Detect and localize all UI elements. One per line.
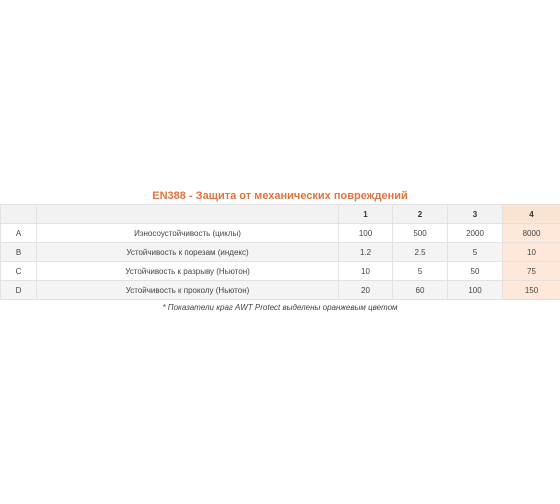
row-value: 5 xyxy=(448,243,503,262)
header-level-2: 2 xyxy=(393,205,448,224)
header-level-4: 4 xyxy=(503,205,560,224)
row-letter: B xyxy=(1,243,37,262)
row-value: 50 xyxy=(448,262,503,281)
table-row xyxy=(1,243,560,262)
row-letter: C xyxy=(1,262,37,281)
row-value-highlighted: 8000 xyxy=(503,224,560,243)
row-label: Устойчивость к порезам (индекс) xyxy=(37,243,339,262)
table-row xyxy=(1,262,560,281)
header-row xyxy=(1,205,560,224)
row-label: Износоустойчивость (циклы) xyxy=(37,224,339,243)
table-row xyxy=(1,224,560,243)
row-value: 500 xyxy=(393,224,448,243)
header-cell-letter xyxy=(1,205,37,224)
en388-table xyxy=(0,204,560,300)
row-value-highlighted: 10 xyxy=(503,243,560,262)
row-value: 1.2 xyxy=(339,243,393,262)
row-value: 100 xyxy=(339,224,393,243)
row-value: 60 xyxy=(393,281,448,300)
row-letter: D xyxy=(1,281,37,300)
row-value: 2000 xyxy=(448,224,503,243)
header-cell-label xyxy=(37,205,339,224)
table-title: EN388 - Защита от механических повреждений xyxy=(152,190,408,202)
row-value: 100 xyxy=(448,281,503,300)
header-level-1: 1 xyxy=(339,205,393,224)
row-label: Устойчивость к проколу (Ньютон) xyxy=(37,281,339,300)
table-row xyxy=(1,281,560,300)
row-value: 2.5 xyxy=(393,243,448,262)
header-level-3: 3 xyxy=(448,205,503,224)
row-value: 20 xyxy=(339,281,393,300)
row-value: 10 xyxy=(339,262,393,281)
footnote: * Показатели краг AWT Protect выделены оранжевым цветом xyxy=(162,303,398,312)
row-value-highlighted: 150 xyxy=(503,281,560,300)
row-label: Устойчивость к разрыву (Ньютон) xyxy=(37,262,339,281)
row-value: 5 xyxy=(393,262,448,281)
row-letter: A xyxy=(1,224,37,243)
row-value-highlighted: 75 xyxy=(503,262,560,281)
